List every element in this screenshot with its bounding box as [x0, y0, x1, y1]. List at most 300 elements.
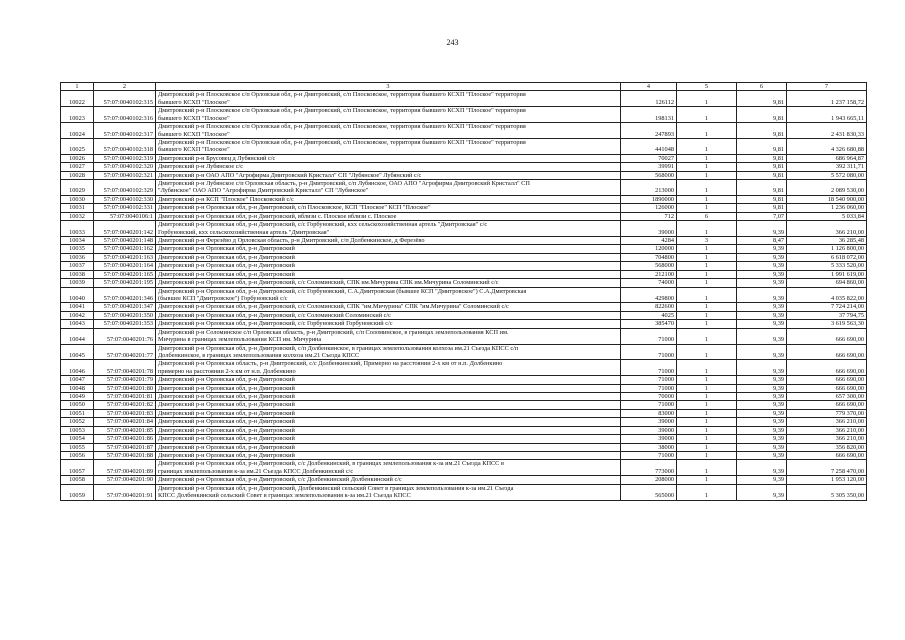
location-line: (бывшее КСП "Дмитровское") Горбуновский с/с [158, 294, 288, 302]
rate-value: 9,81 [737, 154, 787, 162]
row-number: 10050 [61, 401, 94, 409]
location-description [156, 204, 621, 212]
location-line: Дмитровский р-н Ферезёво д Орловская область, р-н Дмитровский, с/п Долбенкинское, д Ферезёво [158, 237, 425, 245]
category-value: 1 [677, 221, 737, 237]
location-description [156, 237, 621, 245]
location-line: Дмитровский р-н Орловская обл, р-н Дмитровский [158, 426, 295, 434]
cadastral-number: 57:07:0040102:316 [94, 107, 156, 123]
category-value: 1 [677, 384, 737, 392]
cadastral-value: 657 300,00 [787, 393, 867, 401]
cadastral-value: 4 035 822,00 [787, 287, 867, 303]
cadastral-value: 7 724 214,00 [787, 303, 867, 311]
cadastral-value: 5 305 350,00 [787, 484, 867, 500]
cadastral-value: 36 285,48 [787, 237, 867, 245]
rate-value: 9,39 [737, 484, 787, 500]
cadastral-value: 1 237 158,72 [787, 91, 867, 107]
area-value: 212100 [621, 270, 677, 278]
area-value: 1890000 [621, 195, 677, 203]
cadastral-value: 366 210,00 [787, 426, 867, 434]
row-number: 10052 [61, 418, 94, 426]
area-value: 83000 [621, 409, 677, 417]
category-value: 1 [677, 476, 737, 484]
rate-value: 9,81 [737, 180, 787, 196]
area-value: 71000 [621, 376, 677, 384]
area-value: 39991 [621, 163, 677, 171]
location-description [156, 195, 621, 203]
location-line: бывшего КСХП "Плоское" [158, 98, 230, 106]
table-row [61, 253, 867, 261]
category-value: 1 [677, 311, 737, 319]
cadastral-number: 57:07:0040201:77 [94, 344, 156, 360]
cadastral-number: 57:07:0040201:142 [94, 221, 156, 237]
cadastral-value: 4 326 680,88 [787, 138, 867, 154]
cadastral-value: 779 370,00 [787, 409, 867, 417]
location-description [156, 212, 621, 220]
location-line: Дмитровский р-н КСП "Плоское" Плосковский с/с [158, 195, 294, 203]
location-description [156, 435, 621, 443]
category-value: 1 [677, 154, 737, 162]
cadastral-number: 57:07:0040201:85 [94, 426, 156, 434]
location-line: Дмитровский р-н Орловская обл, р-н Дмитровский [158, 376, 295, 384]
location-line: Дмитровский р-н Орловская обл, р-н Дмитровский, с/с Горбуновский, кхх сельскохозяйственная артель "Дмитровская" с/с [158, 221, 488, 229]
rate-value: 9,39 [737, 401, 787, 409]
location-description [156, 154, 621, 162]
location-description [156, 138, 621, 154]
column-header: 6 [737, 83, 787, 91]
area-value: 198131 [621, 107, 677, 123]
table-row [61, 171, 867, 179]
rate-value: 9,39 [737, 426, 787, 434]
location-line: бывшего КСХП "Плоское" [158, 114, 230, 122]
location-description [156, 460, 621, 476]
cadastral-number: 57:07:0040201:78 [94, 360, 156, 376]
table-row [61, 344, 867, 360]
location-description [156, 311, 621, 319]
location-description [156, 287, 621, 303]
location-description [156, 344, 621, 360]
rate-value: 9,81 [737, 171, 787, 179]
table-row [61, 262, 867, 270]
table-row [61, 107, 867, 123]
table-row [61, 376, 867, 384]
table-row [61, 287, 867, 303]
cadastral-number: 57:07:0040102:318 [94, 138, 156, 154]
row-number: 10055 [61, 443, 94, 451]
location-description [156, 171, 621, 179]
category-value: 6 [677, 212, 737, 220]
cadastral-value: 2 431 830,33 [787, 123, 867, 139]
location-description [156, 279, 621, 287]
location-line: Дмитровский р-н Орловская обл, р-н Дмитровский [158, 262, 295, 270]
cadastral-number: 57:07:0040201:83 [94, 409, 156, 417]
cadastral-value: 666 690,00 [787, 384, 867, 392]
location-line: Дмитровский р-н Плосковское с/п Орловская обл, р-н Дмитровский, с/п Плосковское, территория бывшего КСХП "Плоское" территория [158, 107, 526, 115]
cadastral-value: 666 690,00 [787, 344, 867, 360]
area-value: 568000 [621, 171, 677, 179]
row-number: 10025 [61, 138, 94, 154]
area-value: 71000 [621, 401, 677, 409]
location-description [156, 418, 621, 426]
area-value: 74000 [621, 279, 677, 287]
row-number: 10054 [61, 435, 94, 443]
category-value: 1 [677, 180, 737, 196]
location-line: Дмитровский р-н Орловская обл, р-н Дмитровский, с/с Соломинский, СПК "им.Мичурина" СПК "им.Мичурина" Соломинский с/с [158, 303, 509, 311]
location-line: Дмитровский р-н Орловская обл, р-н Дмитровский, с/с Долбенкинский Долбенкинский с/с [158, 476, 402, 484]
cadastral-number: 57:07:0040102:320 [94, 163, 156, 171]
table-row [61, 138, 867, 154]
rate-value: 9,81 [737, 195, 787, 203]
rate-value: 9,39 [737, 287, 787, 303]
location-description [156, 245, 621, 253]
rate-value: 9,39 [737, 262, 787, 270]
location-line: Дмитровский р-н ОАО АПО "Агрофирма Дмитровский Кристалл" СП "Лубянское" Лубянский с/с [158, 171, 422, 179]
area-value: 70027 [621, 154, 677, 162]
location-line: Мичурина в границах землепользования КСП им. Мичурина [158, 336, 322, 344]
cadastral-value: 392 311,71 [787, 163, 867, 171]
cadastral-number: 57:07:0040102:315 [94, 91, 156, 107]
location-description [156, 123, 621, 139]
category-value: 1 [677, 163, 737, 171]
location-description [156, 360, 621, 376]
cadastral-number: 57:07:0040201:195 [94, 279, 156, 287]
location-line: Дмитровский р-н Орловская обл, р-н Дмитровский, с/с Долбенкинский, в границах землепользования к-за им.21 Съезда КПСС в [158, 460, 504, 468]
column-header: 5 [677, 83, 737, 91]
table-row [61, 245, 867, 253]
table-row [61, 212, 867, 220]
cadastral-number: 57:07:0040201:165 [94, 270, 156, 278]
row-number: 10043 [61, 320, 94, 328]
row-number: 10044 [61, 328, 94, 344]
location-description [156, 409, 621, 417]
location-line: Дмитровский р-н Орловская обл, р-н Дмитровский, Долбенкинский сельский Совет в границах землепользования к-за им.21 Съезда [158, 484, 514, 492]
rate-value: 8,47 [737, 237, 787, 245]
row-number: 10049 [61, 393, 94, 401]
cadastral-value: 366 210,00 [787, 435, 867, 443]
location-line: Дмитровский р-н Плосковское с/п Орловская обл, р-н Дмитровский, с/п Плосковское, территория бывшего КСХП "Плоское" территория [158, 91, 526, 99]
category-value: 1 [677, 418, 737, 426]
rate-value: 9,39 [737, 393, 787, 401]
location-line: Дмитровский р-н Орловская обл, р-н Дмитровский [158, 443, 295, 451]
cadastral-value: 666 690,00 [787, 401, 867, 409]
category-value: 1 [677, 107, 737, 123]
row-number: 10047 [61, 376, 94, 384]
category-value: 1 [677, 204, 737, 212]
category-value: 1 [677, 287, 737, 303]
row-number: 10028 [61, 171, 94, 179]
row-number: 10059 [61, 484, 94, 500]
category-value: 1 [677, 360, 737, 376]
row-number: 10038 [61, 270, 94, 278]
row-number: 10031 [61, 204, 94, 212]
cadastral-value: 1 126 800,00 [787, 245, 867, 253]
table-row [61, 460, 867, 476]
row-number: 10032 [61, 212, 94, 220]
location-description [156, 401, 621, 409]
rate-value: 9,81 [737, 204, 787, 212]
table-row [61, 180, 867, 196]
table-row [61, 451, 867, 459]
table-row [61, 204, 867, 212]
table-row [61, 426, 867, 434]
location-description [156, 303, 621, 311]
table-row [61, 221, 867, 237]
location-line: Дмитровский р-н Орловская обл, р-н Дмитровский [158, 418, 295, 426]
table-row [61, 393, 867, 401]
area-value: 247893 [621, 123, 677, 139]
row-number: 10042 [61, 311, 94, 319]
row-number: 10058 [61, 476, 94, 484]
area-value: 126112 [621, 91, 677, 107]
cadastral-value: 1 953 120,00 [787, 476, 867, 484]
category-value: 1 [677, 279, 737, 287]
rate-value: 9,39 [737, 311, 787, 319]
area-value: 213000 [621, 180, 677, 196]
column-header: 7 [787, 83, 867, 91]
rate-value: 9,39 [737, 409, 787, 417]
location-description [156, 320, 621, 328]
cadastral-number: 57:07:0040201:80 [94, 384, 156, 392]
area-value: 39000 [621, 418, 677, 426]
location-line: Дмитровский р-н Плосковское с/п Орловская обл, р-н Дмитровский, с/п Плосковское, территория бывшего КСХП "Плоское" территория [158, 138, 526, 146]
rate-value: 9,39 [737, 476, 787, 484]
rate-value: 9,39 [737, 253, 787, 261]
area-value: 565000 [621, 484, 677, 500]
table-row [61, 270, 867, 278]
rate-value: 9,81 [737, 163, 787, 171]
location-description [156, 328, 621, 344]
cadastral-value: 18 540 900,00 [787, 195, 867, 203]
row-number: 10035 [61, 245, 94, 253]
cadastral-value: 5 333 520,00 [787, 262, 867, 270]
location-line: Дмитровский р-н Орловская обл, р-н Дмитровский, вблизи с. Плоское вблизи с. Плоское [158, 212, 397, 220]
location-description [156, 107, 621, 123]
category-value: 1 [677, 320, 737, 328]
cadastral-value: 366 210,00 [787, 221, 867, 237]
category-value: 1 [677, 344, 737, 360]
category-value: 1 [677, 409, 737, 417]
rate-value: 9,39 [737, 245, 787, 253]
location-line: границах землепользования к-за им.21 Съезда КПСС Долбенкинский с/с [158, 467, 354, 475]
category-value: 1 [677, 91, 737, 107]
cadastral-number: 57:07:0040201:148 [94, 237, 156, 245]
cadastral-number: 57:07:0040201:84 [94, 418, 156, 426]
location-description [156, 376, 621, 384]
area-value: 568000 [621, 262, 677, 270]
location-description [156, 253, 621, 261]
cadastral-number: 57:07:0040102:330 [94, 195, 156, 203]
cadastral-number: 57:07:0040201:163 [94, 253, 156, 261]
table-row [61, 91, 867, 107]
rate-value: 9,39 [737, 328, 787, 344]
location-line: Горбуновский, кхх сельскохозяйственная артель "Дмитровская" [158, 228, 330, 236]
table-row [61, 320, 867, 328]
area-value: 70000 [621, 393, 677, 401]
location-description [156, 484, 621, 500]
location-line: Дмитровский р-н Орловская обл, р-н Дмитровский [158, 245, 295, 253]
category-value: 1 [677, 484, 737, 500]
table-row [61, 303, 867, 311]
rate-value: 7,07 [737, 212, 787, 220]
cadastral-value: 1 943 665,11 [787, 107, 867, 123]
column-header-row [61, 83, 867, 91]
location-description [156, 262, 621, 270]
cadastral-number: 57:07:0040102:319 [94, 154, 156, 162]
row-number: 10051 [61, 409, 94, 417]
cadastral-value: 6 618 072,00 [787, 253, 867, 261]
location-line: Дмитровский р-н Орловская обл, р-н Дмитровский [158, 253, 295, 261]
category-value: 3 [677, 237, 737, 245]
table-row [61, 154, 867, 162]
location-line: Дмитровский р-н Орловская обл, р-н Дмитровский [158, 409, 295, 417]
location-line: примерно на расстоянии 2-х км от н.п. Долбенкино [158, 367, 296, 375]
location-description [156, 180, 621, 196]
location-line: бывшего КСХП "Плоское" [158, 130, 230, 138]
cadastral-value: 1 991 619,00 [787, 270, 867, 278]
row-number: 10053 [61, 426, 94, 434]
location-line: Дмитровский р-н Плосковское с/п Орловская обл, р-н Дмитровский, с/п Плосковское, территория бывшего КСХП "Плоское" территория [158, 123, 526, 131]
cadastral-number: 57:07:0040201:81 [94, 393, 156, 401]
category-value: 1 [677, 262, 737, 270]
row-number: 10034 [61, 237, 94, 245]
table-row [61, 360, 867, 376]
table-row [61, 443, 867, 451]
rate-value: 9,39 [737, 376, 787, 384]
cadastral-value: 666 690,00 [787, 360, 867, 376]
table-row [61, 401, 867, 409]
location-line: Дмитровский р-н Орловская обл, р-н Дмитровский, с/п Плосковское, КСП "Плоское" КСП "Плоское" [158, 204, 431, 212]
category-value: 1 [677, 443, 737, 451]
row-number: 10026 [61, 154, 94, 162]
area-value: 773000 [621, 460, 677, 476]
table-row [61, 384, 867, 392]
area-value: 71000 [621, 328, 677, 344]
location-line: Дмитровский р-н Орловская обл, р-н Дмитровский, с/с Горбуновский, С.А.Дмитровская (бывшее КСП "Дмитровское") С.А.Дмитровская [158, 287, 527, 295]
category-value: 1 [677, 138, 737, 154]
rate-value: 9,39 [737, 360, 787, 376]
area-value: 39000 [621, 435, 677, 443]
area-value: 704800 [621, 253, 677, 261]
category-value: 1 [677, 328, 737, 344]
cadastral-value: 3 619 563,30 [787, 320, 867, 328]
cadastral-number: 57:07:0040201:82 [94, 401, 156, 409]
land-plot-table [60, 82, 867, 501]
cadastral-value: 1 236 060,00 [787, 204, 867, 212]
area-value: 71000 [621, 451, 677, 459]
category-value: 1 [677, 376, 737, 384]
category-value: 1 [677, 460, 737, 476]
category-value: 1 [677, 451, 737, 459]
location-description [156, 91, 621, 107]
cadastral-number: 57:07:0040201:90 [94, 476, 156, 484]
area-value: 71000 [621, 344, 677, 360]
table-row [61, 435, 867, 443]
cadastral-number: 57:07:0040201:87 [94, 443, 156, 451]
cadastral-number: 57:07:0040102:317 [94, 123, 156, 139]
table-row [61, 195, 867, 203]
table-body [61, 91, 867, 500]
table-row [61, 123, 867, 139]
rate-value: 9,39 [737, 320, 787, 328]
location-line: Дмитровский р-н Орловская обл, р-н Дмитровский, с/с Соломинский, СПК им.Мичурина СПК им.Мичурина Соломинский с/с [158, 279, 499, 287]
cadastral-value: 356 820,00 [787, 443, 867, 451]
location-description [156, 476, 621, 484]
cadastral-value: 666 690,00 [787, 376, 867, 384]
location-line: бывшего КСХП "Плоское" [158, 146, 230, 154]
area-value: 39000 [621, 221, 677, 237]
area-value: 712 [621, 212, 677, 220]
cadastral-number: 57:07:0040201:89 [94, 460, 156, 476]
row-number: 10023 [61, 107, 94, 123]
rate-value: 9,81 [737, 138, 787, 154]
cadastral-value: 686 964,87 [787, 154, 867, 162]
rate-value: 9,39 [737, 443, 787, 451]
location-line: Дмитровский р-н Лубянское с/с [158, 163, 244, 171]
category-value: 1 [677, 253, 737, 261]
rate-value: 9,39 [737, 435, 787, 443]
location-line: "Лубянское" ОАО АПО "Агрофирма Дмитровский Кристалл" СП "Лубянское" [158, 187, 369, 195]
table-row [61, 237, 867, 245]
rate-value: 9,81 [737, 123, 787, 139]
location-line: Дмитровский р-н Орловская обл, р-н Дмитровский [158, 393, 295, 401]
location-line: Дмитровский р-н Орловская обл, р-н Дмитровский, с/с Соломинский Соломинский с/с [158, 311, 391, 319]
row-number: 10040 [61, 287, 94, 303]
row-number: 10036 [61, 253, 94, 261]
cadastral-number: 57:07:0040201:86 [94, 435, 156, 443]
table-row [61, 409, 867, 417]
rate-value: 9,39 [737, 384, 787, 392]
cadastral-value: 2 089 530,00 [787, 180, 867, 196]
cadastral-number: 57:07:0040201:346 [94, 287, 156, 303]
area-value: 4284 [621, 237, 677, 245]
cadastral-number: 57:07:0040106:1 [94, 212, 156, 220]
cadastral-number: 57:07:0040201:79 [94, 376, 156, 384]
row-number: 10045 [61, 344, 94, 360]
cadastral-number: 57:07:0040201:353 [94, 320, 156, 328]
cadastral-number: 57:07:0040102:331 [94, 204, 156, 212]
table-row [61, 311, 867, 319]
location-description [156, 393, 621, 401]
location-description [156, 426, 621, 434]
cadastral-number: 57:07:0040201:88 [94, 451, 156, 459]
area-value: 208000 [621, 476, 677, 484]
cadastral-number: 57:07:0040201:76 [94, 328, 156, 344]
area-value: 120000 [621, 245, 677, 253]
area-value: 71000 [621, 384, 677, 392]
row-number: 10056 [61, 451, 94, 459]
cadastral-number: 57:07:0040201:91 [94, 484, 156, 500]
rate-value: 9,39 [737, 270, 787, 278]
rate-value: 9,39 [737, 303, 787, 311]
rate-value: 9,39 [737, 460, 787, 476]
table-row [61, 484, 867, 500]
table-row [61, 279, 867, 287]
row-number: 10029 [61, 180, 94, 196]
column-header: 4 [621, 83, 677, 91]
row-number: 10046 [61, 360, 94, 376]
row-number: 10030 [61, 195, 94, 203]
area-value: 71000 [621, 360, 677, 376]
rate-value: 9,39 [737, 221, 787, 237]
cadastral-value: 666 690,00 [787, 451, 867, 459]
row-number: 10022 [61, 91, 94, 107]
area-value: 385470 [621, 320, 677, 328]
row-number: 10041 [61, 303, 94, 311]
cadastral-number: 57:07:0040201:347 [94, 303, 156, 311]
rate-value: 9,39 [737, 344, 787, 360]
cadastral-number: 57:07:0040102:329 [94, 180, 156, 196]
row-number: 10048 [61, 384, 94, 392]
location-line: Дмитровский р-н Орловская область, р-н Дмитровский, с/с Долбенкинский, Примерно на расстоянии 2-х км от н.п. Долбенкино [158, 360, 503, 368]
